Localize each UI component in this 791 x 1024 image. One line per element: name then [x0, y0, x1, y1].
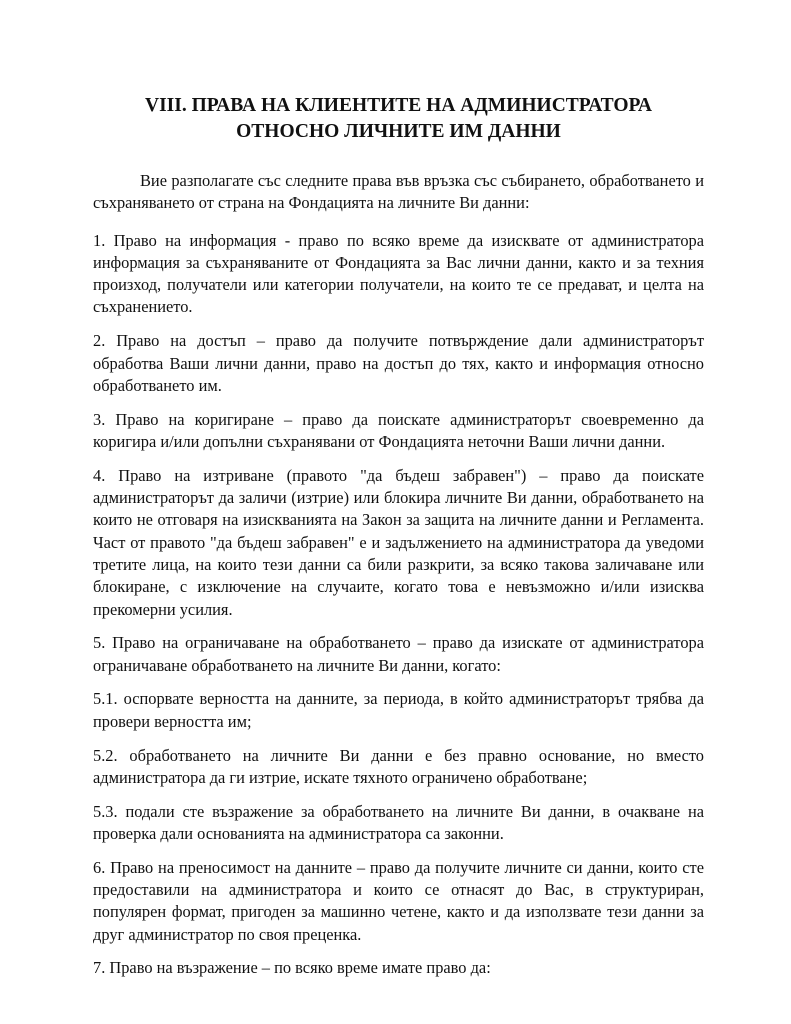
paragraph-right-access: 2. Право на достъп – право да получите потвърждение дали администраторът обработва Ваши лични данни, право на достъп до тях, както и информация относно обработването им. [93, 331, 704, 395]
paragraph-right-objection: 7. Право на възражение – по всяко време имате право да: [93, 958, 491, 978]
paragraph-right-rectification: 3. Право на коригиране – право да поискате администраторът своевременно да коригира и/или допълни съхранявани от Фондацията неточни Ваши лични данни. [93, 409, 704, 451]
intro-paragraph: Вие разполагате със следните права във връзка със събирането, обработването и съхраняването от страна на Фондацията на личните Ви данни: [93, 171, 704, 213]
paragraph-right-information: 1. Право на информация - право по всяко време да изисквате от администратора информация за съхраняваните от Фондацията за Вас лични данни, както и за техния произход, получатели или категории получатели, на които те се предават, и целта на съхранението. [93, 230, 704, 317]
document-page [93, 93, 704, 991]
paragraph-5-3: 5.3. подали сте възражение за обработването на личните Ви данни, в очакване на проверка дали основанията на администратора са законни. [93, 801, 704, 843]
section-title: VIII. ПРАВА НА КЛИЕНТИТЕ НА АДМИНИСТРАТОРА ОТНОСНО ЛИЧНИТЕ ИМ ДАННИ [144, 95, 653, 142]
paragraph-right-erasure: 4. Право на изтриване (правото "да бъдеш забравен") – право да поискате администраторът да заличи (изтрие) или блокира личните Ви данни, обработването на които не отговаря на изискванията на Закон за защита на личните данни и Регламента. Част от правото "да бъдеш забравен" е и задължението на администратора да уведоми третите лица, на които тези данни са били разкрити, за всяко такова заличаване или блокиране, с изключение на случаите, когато това е невъзможно и/или изисква прекомерни усилия. [93, 465, 704, 619]
paragraph-right-portability: 6. Право на преносимост на данните – право да получите личните си данни, които сте предоставили на администратора и които се отнасят до Вас, в структуриран, популярен формат, пригоден за машинно четене, както и да използвате тези данни за друг администратор по своя преценка. [93, 857, 704, 944]
paragraph-5-1: 5.1. оспорвате верността на данните, за периода, в който администраторът трябва да провери верността им; [93, 689, 704, 731]
paragraph-5-2: 5.2. обработването на личните Ви данни е без правно основание, но вместо администратора да ги изтрие, искате тяхното ограничено обработване; [93, 745, 704, 787]
paragraph-right-restriction: 5. Право на ограничаване на обработването – право да изискате от администратора ограничаване обработването на личните Ви данни, когато: [93, 633, 704, 675]
